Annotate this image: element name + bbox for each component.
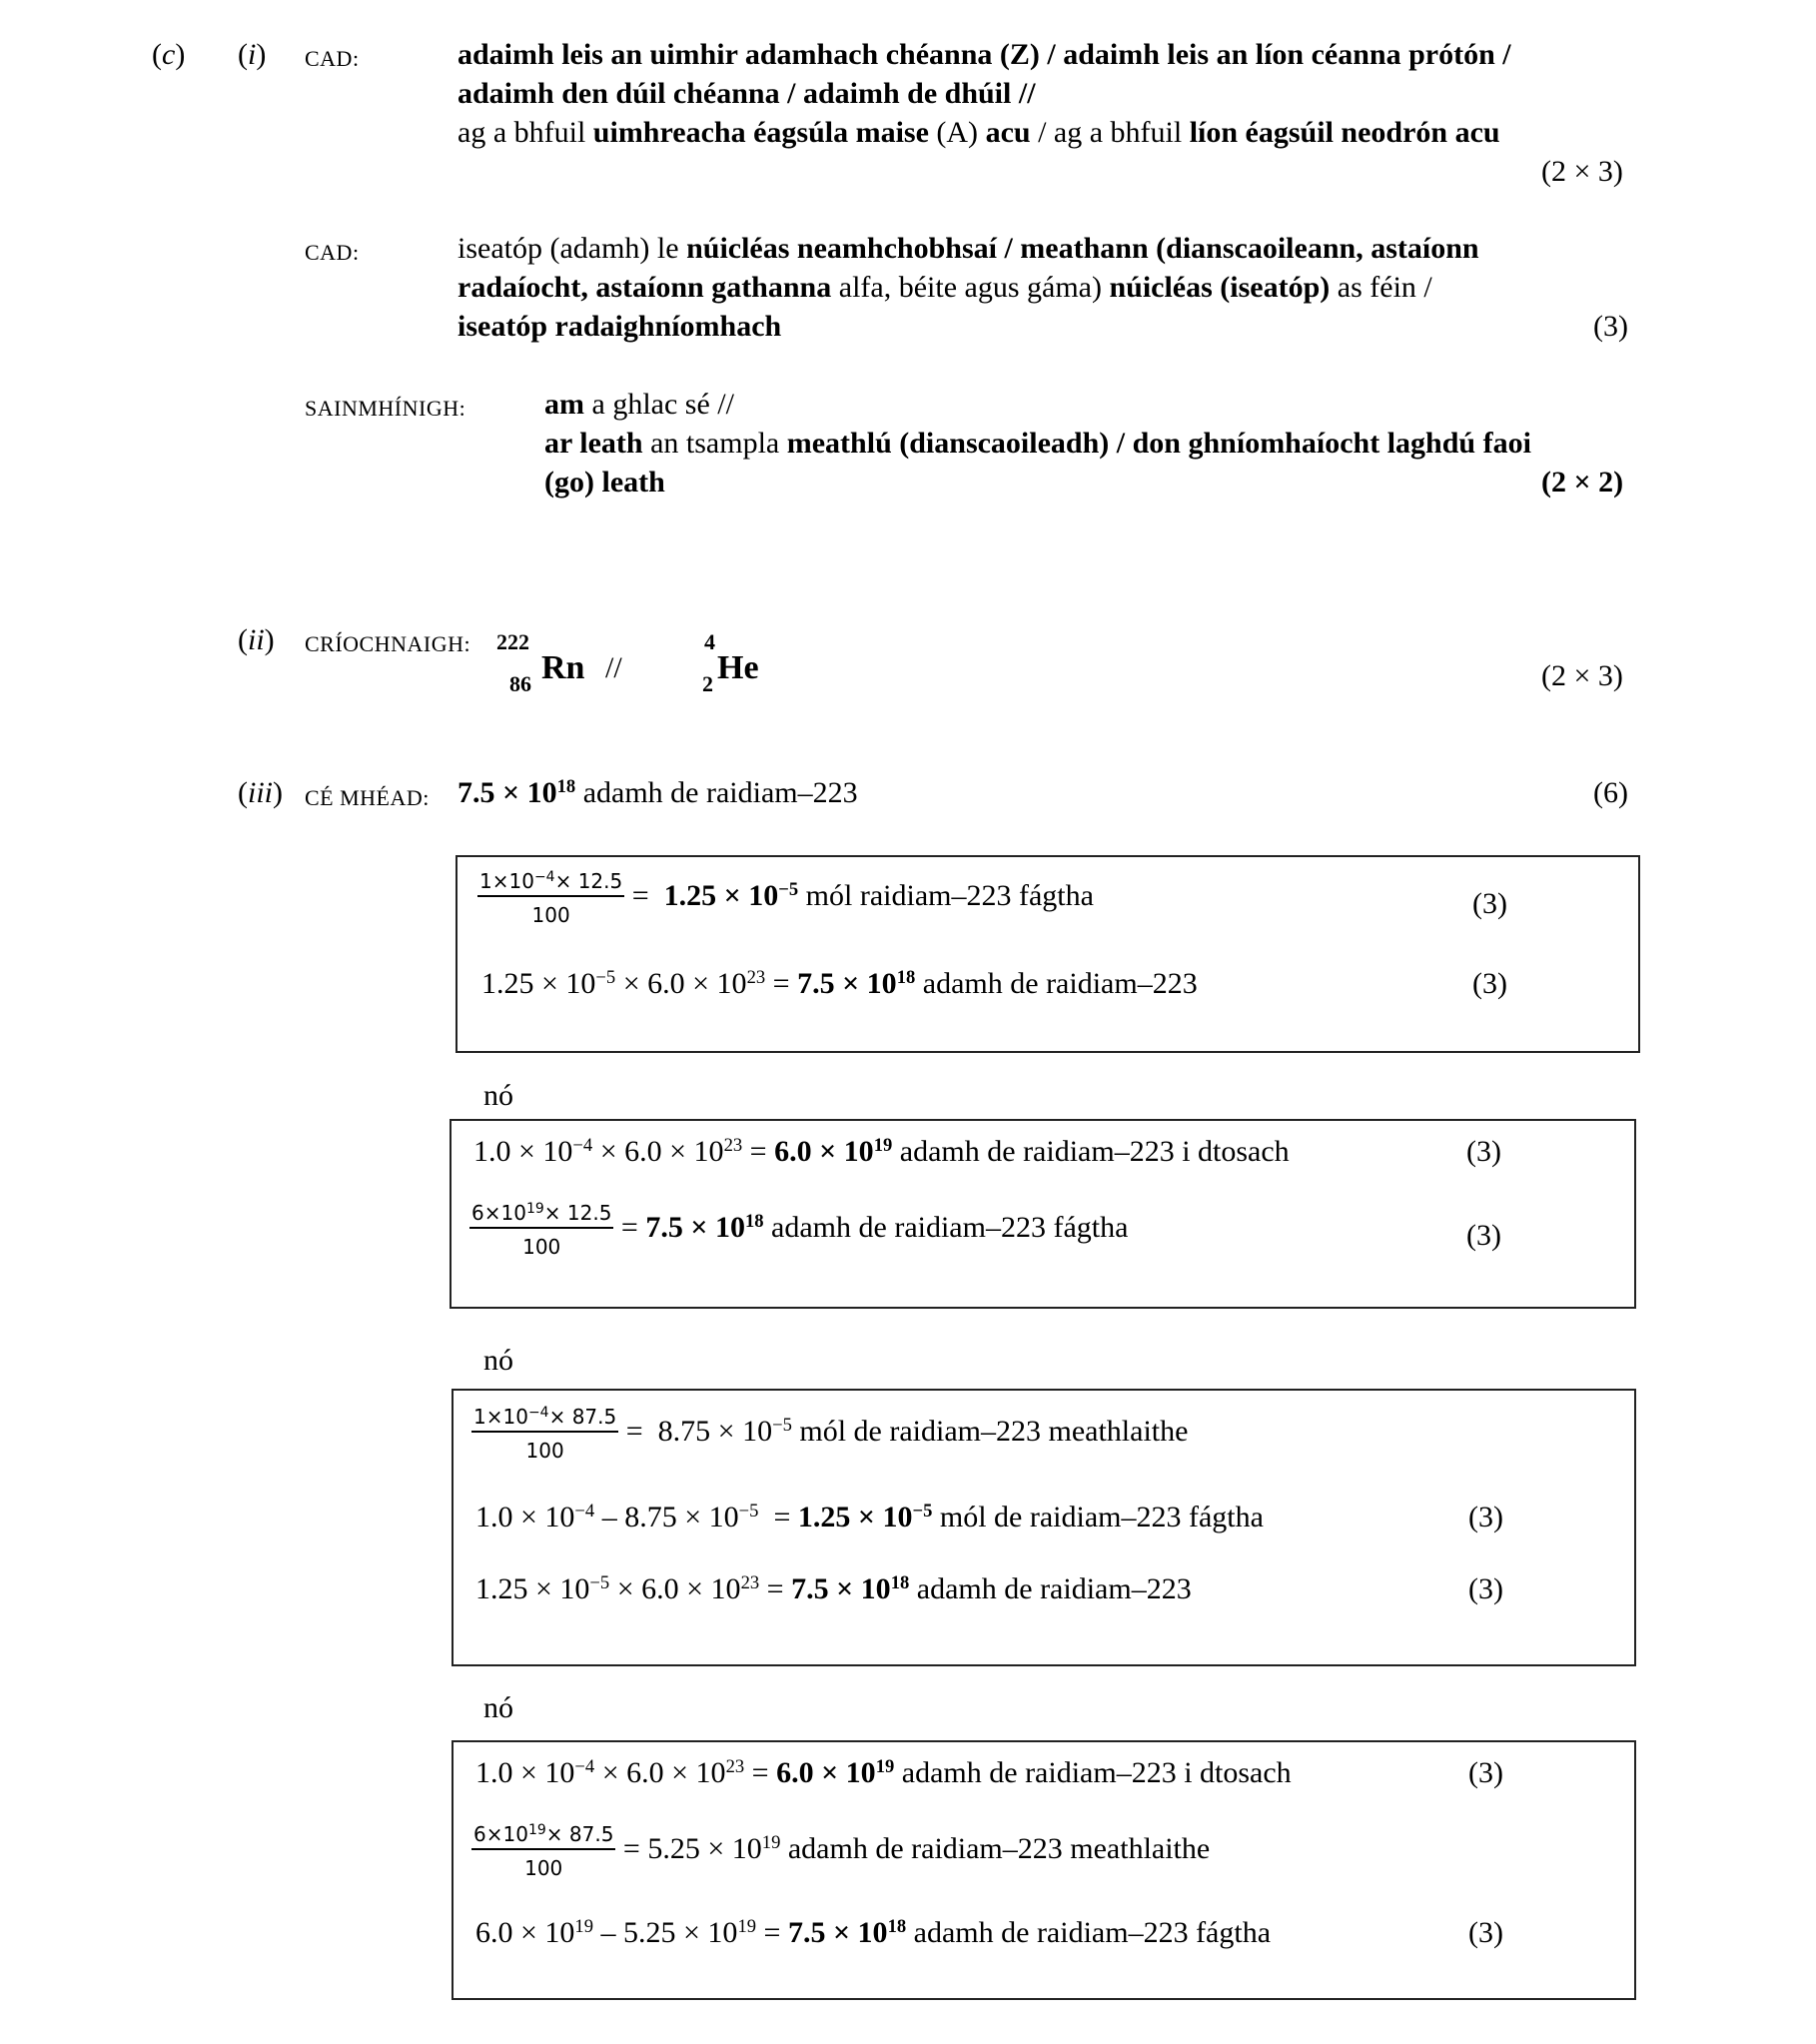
text: alfa, béite agus gáma) [831, 271, 1110, 304]
text: 1.25 × 10 [481, 967, 596, 1000]
exponent: −4 [572, 1134, 593, 1156]
text-bold: am [544, 388, 584, 421]
text-bold: ar leath [544, 427, 643, 460]
text: an tsampla [642, 427, 787, 460]
method-2-row-1 [473, 1135, 1290, 1169]
text: 1.25 × 10 [475, 1572, 590, 1605]
method-3-row-2-marks: (3) [1468, 1501, 1503, 1533]
result: 7.5 × 10 [787, 1916, 888, 1949]
method-3-row-3 [475, 1572, 1192, 1606]
text: adamh de raidiam–223 [915, 967, 1198, 1000]
exponent: −5 [778, 878, 799, 900]
text: – 8.75 × 10 [594, 1501, 739, 1533]
equals: = [624, 878, 664, 912]
exponent: −5 [772, 1414, 792, 1436]
equals: = [742, 1135, 775, 1168]
method-2-row-2-marks: (3) [1466, 1219, 1501, 1252]
iii-marks: (6) [1593, 776, 1628, 809]
fraction [477, 869, 624, 927]
text: 1×10 [473, 1405, 528, 1429]
exponent: 18 [890, 1571, 910, 1593]
method-4-row-2 [471, 1822, 1210, 1880]
sainmhinigh-keyword: SAINMHÍNIGH: [305, 396, 466, 421]
text: = 8.75 × 10 [618, 1414, 773, 1448]
he-mass-number: 4 [704, 629, 715, 654]
text: mól de raidiam–223 fágtha [932, 1501, 1264, 1533]
answer-value: 7.5 × 10 [457, 776, 557, 809]
exponent: 23 [725, 1755, 745, 1777]
cad1-keyword: CAD: [305, 46, 360, 71]
method-2-row-2 [469, 1201, 1128, 1259]
text: × 6.0 × 10 [592, 1135, 724, 1168]
text: 1.0 × 10 [475, 1501, 575, 1533]
text: 6×10 [471, 1201, 526, 1225]
fraction-numerator [471, 1405, 618, 1433]
method-1-row-1 [477, 869, 1094, 927]
text: 6×10 [473, 1822, 528, 1846]
method-2-box [450, 1119, 1636, 1309]
method-4-row-3-marks: (3) [1468, 1916, 1503, 1949]
rn-mass-number: 222 [496, 629, 529, 654]
exponent: 18 [744, 1210, 764, 1232]
fraction-denominator: 100 [531, 903, 570, 927]
method-4-row-1 [475, 1756, 1292, 1790]
fraction [469, 1201, 613, 1259]
iii-answer [457, 776, 858, 810]
result: 7.5 × 10 [645, 1210, 745, 1244]
equals: = [758, 1501, 798, 1533]
equals: = [759, 1572, 792, 1605]
equals: = [613, 1210, 646, 1244]
nuclide-separator: // [605, 651, 622, 684]
text: (A) [928, 116, 986, 149]
text: 6.0 × 10 [475, 1916, 575, 1949]
equals: = [765, 967, 798, 1000]
ce-mhead-keyword: CÉ MHÉAD: [305, 785, 430, 810]
result: 6.0 × 10 [776, 1756, 876, 1789]
exponent: −4 [533, 869, 555, 885]
text-bold: acu [985, 116, 1031, 149]
or-label-1: nó [483, 1079, 513, 1112]
result: 1.25 × 10 [797, 1501, 913, 1533]
or-label-2: nó [483, 1344, 513, 1377]
text: adamh de raidiam–223 i dtosach [894, 1756, 1292, 1789]
text: – 5.25 × 10 [593, 1916, 738, 1949]
fraction-numerator [477, 869, 624, 897]
text: mól raidiam–223 fágtha [798, 878, 1094, 912]
method-3-row-2 [475, 1501, 1264, 1534]
exponent: −5 [912, 1500, 933, 1522]
sub-i-label: (i) [238, 38, 267, 71]
text: ag a bhfuil [457, 116, 593, 149]
fraction-numerator [469, 1201, 613, 1229]
fraction-denominator: 100 [525, 1439, 564, 1463]
method-4-box [452, 1740, 1636, 2000]
text: iseatóp (adamh) le [457, 232, 687, 265]
exponent: 18 [887, 1915, 907, 1937]
cad2-line2 [457, 271, 1432, 305]
exponent: 23 [740, 1571, 760, 1593]
method-2-row-1-marks: (3) [1466, 1135, 1501, 1168]
answer-exponent: 18 [556, 775, 576, 797]
exponent: 23 [723, 1134, 743, 1156]
text: 1×10 [479, 869, 534, 893]
sainmhinigh-marks: (2 × 2) [1541, 466, 1624, 499]
text: × 87.5 [545, 1822, 614, 1846]
sainmhinigh-line3: (go) leath [544, 466, 665, 499]
text: adamh de raidiam–223 fágtha [906, 1916, 1272, 1949]
method-3-row-1 [471, 1405, 1188, 1463]
exponent: 19 [527, 1822, 546, 1838]
text: × 87.5 [548, 1405, 617, 1429]
method-4-row-3 [475, 1916, 1271, 1950]
sainmhinigh-line1 [544, 388, 734, 422]
exponent: −5 [595, 966, 616, 988]
exponent: 19 [761, 1831, 781, 1853]
text: adamh de raidiam–223 i dtosach [892, 1135, 1290, 1168]
text: adamh de raidiam–223 fágtha [763, 1210, 1129, 1244]
result: 7.5 × 10 [791, 1572, 891, 1605]
text: adamh de raidiam–223 [909, 1572, 1192, 1605]
fraction-numerator [471, 1822, 615, 1850]
equals: = [756, 1916, 788, 1949]
method-3-row-3-marks: (3) [1468, 1572, 1503, 1605]
exponent: −4 [574, 1755, 595, 1777]
fraction-denominator: 100 [524, 1856, 563, 1880]
text: × 6.0 × 10 [615, 967, 747, 1000]
text: mól de raidiam–223 meathlaithe [791, 1414, 1189, 1448]
exponent: 19 [873, 1134, 893, 1156]
cad2-line1 [457, 232, 1479, 266]
text: adamh de raidiam–223 meathlaithe [780, 1831, 1211, 1865]
exponent: 19 [525, 1201, 544, 1217]
part-c-label: (c) [152, 38, 186, 71]
cad1-marks: (2 × 3) [1541, 155, 1623, 188]
exponent: 23 [746, 966, 766, 988]
text: × 12.5 [543, 1201, 612, 1225]
cad1-line3 [457, 116, 1500, 150]
rn-atomic-number: 86 [509, 671, 531, 696]
fraction-denominator: 100 [522, 1235, 561, 1259]
result: 7.5 × 10 [797, 967, 897, 1000]
method-1-row-1-marks: (3) [1472, 887, 1507, 920]
text-bold: meathlú (dianscaoileadh) / don ghníomhaíocht laghdú faoi [786, 427, 1531, 460]
exponent: −4 [527, 1405, 549, 1421]
text: × 6.0 × 10 [609, 1572, 741, 1605]
exponent: −4 [574, 1500, 595, 1522]
rn-symbol: Rn [541, 649, 585, 686]
sainmhinigh-line2 [544, 427, 1531, 461]
text-bold: núicléas neamhchobhsaí / meathann (dianscaoileann, astaíonn [686, 232, 1479, 265]
method-1-row-2 [481, 967, 1198, 1001]
cad2-line3: iseatóp radaighníomhach [457, 310, 782, 343]
method-1-box [455, 855, 1640, 1053]
method-4-row-1-marks: (3) [1468, 1756, 1503, 1789]
text: = 5.25 × 10 [615, 1831, 762, 1865]
fraction [471, 1405, 618, 1463]
text: × 6.0 × 10 [594, 1756, 726, 1789]
text-bold: radaíocht, astaíonn gathanna [457, 271, 832, 304]
text-bold: uimhreacha éagsúla maise [592, 116, 929, 149]
or-label-3: nó [483, 1691, 513, 1724]
he-atomic-number: 2 [702, 671, 713, 696]
sub-iii-label: (iii) [238, 776, 284, 809]
text: 1.0 × 10 [473, 1135, 573, 1168]
exponent: 19 [574, 1915, 594, 1937]
result: 6.0 × 10 [774, 1135, 874, 1168]
answer-unit: adamh de raidiam–223 [575, 776, 858, 809]
ii-marks: (2 × 3) [1541, 659, 1623, 692]
method-1-row-2-marks: (3) [1472, 967, 1507, 1000]
text: × 12.5 [554, 869, 623, 893]
exponent: 19 [875, 1755, 895, 1777]
cad2-marks: (3) [1593, 310, 1628, 343]
text-bold: núicléas (iseatóp) [1109, 271, 1331, 304]
text: as féin / [1330, 271, 1432, 304]
equals: = [744, 1756, 777, 1789]
he-symbol: He [717, 649, 759, 686]
cad1-line1: adaimh leis an uimhir adamhach chéanna (Z) / adaimh leis an líon céanna prótón / [457, 38, 1511, 71]
result: 1.25 × 10 [663, 878, 779, 912]
text: a ghlac sé // [584, 388, 734, 421]
method-3-box [452, 1389, 1636, 1666]
fraction [471, 1822, 615, 1880]
cad1-line2: adaimh den dúil chéanna / adaimh de dhúil // [457, 77, 1036, 110]
cad2-keyword: CAD: [305, 240, 360, 265]
text: 1.0 × 10 [475, 1756, 575, 1789]
exponent: −5 [738, 1500, 759, 1522]
text-bold: líon éagsúil neodrón acu [1189, 116, 1500, 149]
criochnaigh-keyword: CRÍOCHNAIGH: [305, 631, 471, 656]
text: / ag a bhfuil [1030, 116, 1190, 149]
sub-ii-label: (ii) [238, 623, 275, 656]
exponent: 19 [737, 1915, 757, 1937]
exponent: 18 [896, 966, 916, 988]
exponent: −5 [589, 1571, 610, 1593]
